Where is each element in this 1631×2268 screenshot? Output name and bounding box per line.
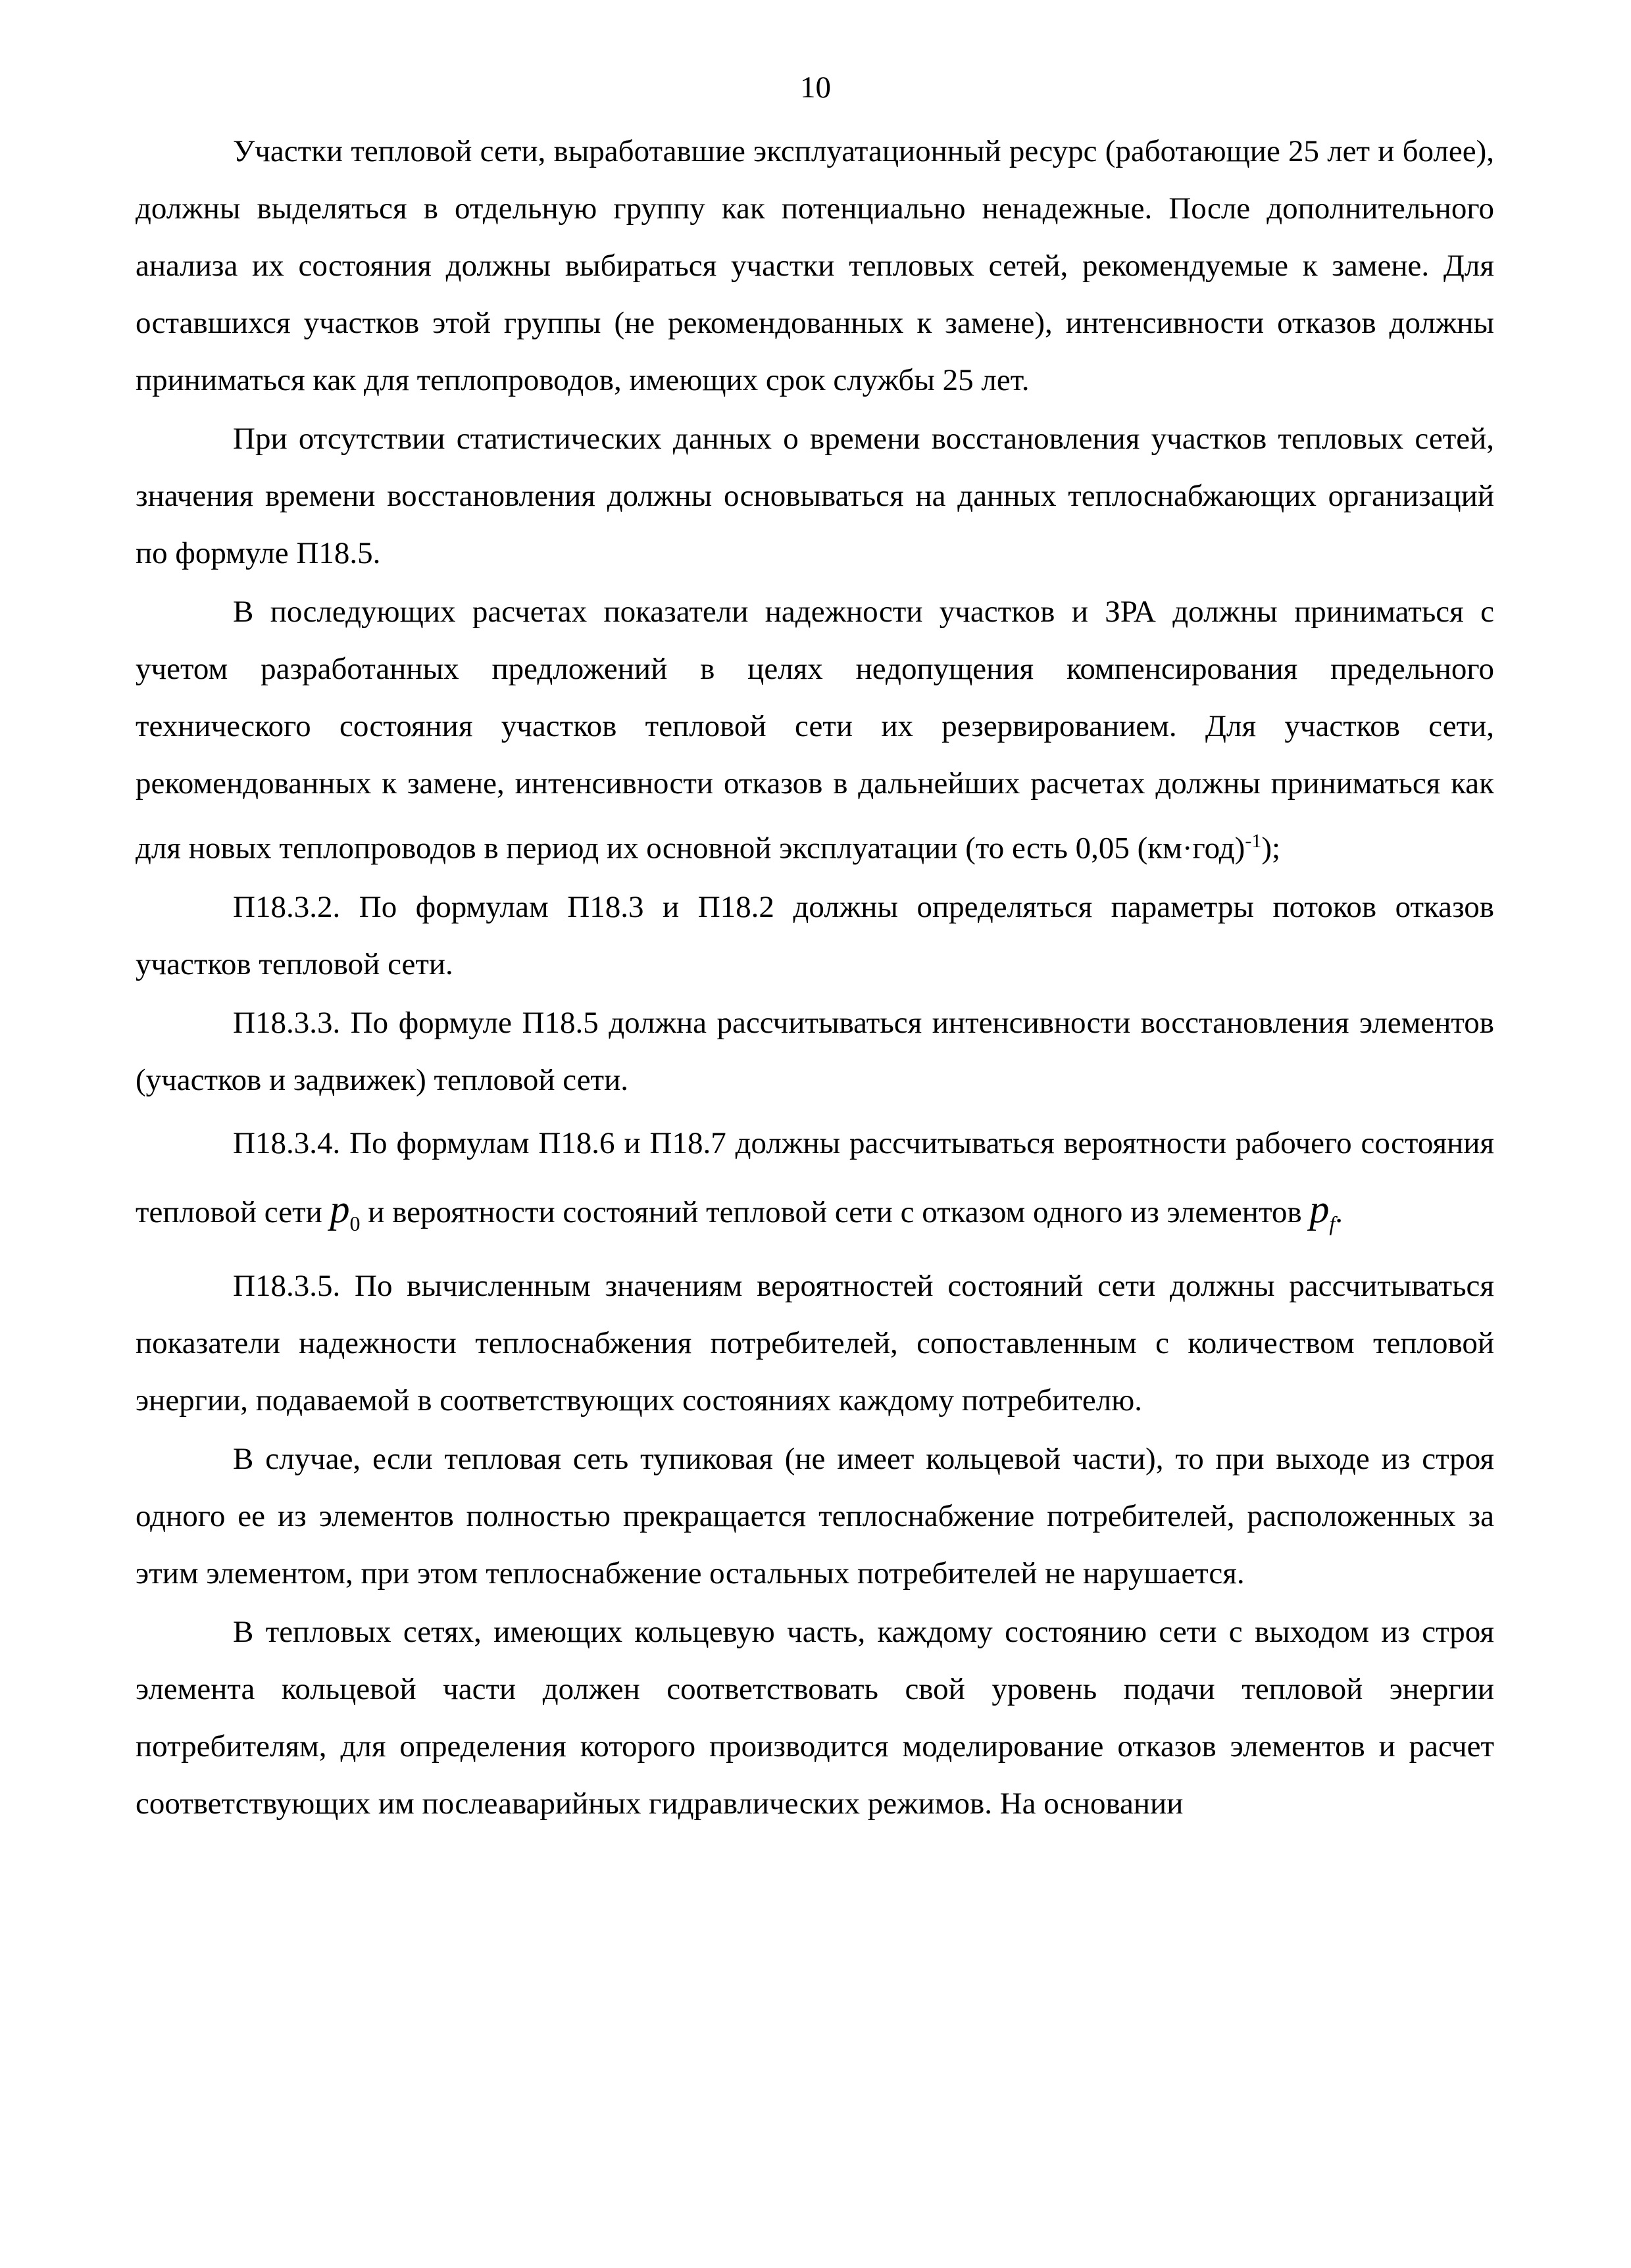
paragraph-subsequent-calculations [136, 583, 1494, 877]
variable-subscript: 0 [349, 1211, 361, 1235]
paragraph-end: ); [1261, 831, 1281, 866]
paragraph-text: В последующих расчетах показатели надежности участков и ЗРА должны приниматься с учетом разработанных предложений в целях недопущения компенсирования предельного технического состояния участков тепловой сети их резервированием. Для участков сети, рекомендованных к замене, интенсивности отказов в дальнейших расчетах должны приниматься как для новых теплопроводов в период их основной эксплуатации (то есть 0,05 (км·год) [136, 595, 1494, 866]
paragraph-text: П18.3.4. По формулам П18.6 и П18.7 должны рассчитываться вероятности рабочего состояния тепловой сети [136, 1125, 1494, 1229]
paragraph-text: и вероятности состояний тепловой сети с отказом одного из элементов [360, 1195, 1310, 1229]
variable-subscript: f [1329, 1211, 1336, 1235]
page-number: 10 [800, 70, 831, 105]
paragraph-p18-3-3: П18.3.3. По формуле П18.5 должна рассчитываться интенсивности восстановления элементов (участков и задвижек) тепловой сети. [136, 1005, 1494, 1097]
paragraph-ring-network: В тепловых сетях, имеющих кольцевую часть, каждому состоянию сети с выходом из строя элемента кольцевой части должен соответствовать свой уровень подачи тепловой энергии потребителям, для определения которого производится моделирование отказов элементов и расчет соответствующих им послеаварийных гидравлических режимов. На основании [136, 1614, 1494, 1821]
paragraph-recovery-time: При отсутствии статистических данных о времени восстановления участков тепловых сетей, значения времени восстановления должны основываться на данных теплоснабжающих организаций по формуле П18.5. [136, 422, 1494, 570]
paragraph-p18-3-5: П18.3.5. По вычисленным значениям вероятностей состояний сети должны рассчитываться показатели надежности теплоснабжения потребителей, сопоставленным с количеством тепловой энергии, подаваемой в соответствующих состояниях каждому потребителю. [136, 1268, 1494, 1418]
variable-symbol: p [1309, 1187, 1330, 1231]
paragraph-p18-3-2: П18.3.2. По формулам П18.3 и П18.2 должны определяться параметры потоков отказов участков тепловой сети. [136, 889, 1494, 981]
variable-pf [1309, 1187, 1336, 1235]
variable-p0 [330, 1187, 361, 1235]
document-body [136, 123, 1494, 1834]
paragraph-dead-end-network: В случае, если тепловая сеть тупиковая (не имеет кольцевой части), то при выходе из строя одного ее из элементов полностью прекращается теплоснабжение потребителей, расположенных за этим элементом, при этом теплоснабжение остальных потребителей не нарушается. [136, 1441, 1494, 1590]
paragraph-worn-out-sections: Участки тепловой сети, выработавшие эксплуатационный ресурс (работающие 25 лет и более), должны выделяться в отдельную группу как потенциально ненадежные. После дополнительного анализа их состояния должны выбираться участки тепловых сетей, рекомендуемые к замене. Для оставшихся участков этой группы (не рекомендованных к замене), интенсивности отказов должны приниматься как для теплопроводов, имеющих срок службы 25 лет. [136, 134, 1494, 397]
variable-symbol: p [330, 1187, 350, 1231]
paragraph-p18-3-4 [136, 1110, 1494, 1256]
paragraph-end: . [1335, 1195, 1343, 1229]
superscript-exponent: -1 [1245, 830, 1262, 852]
